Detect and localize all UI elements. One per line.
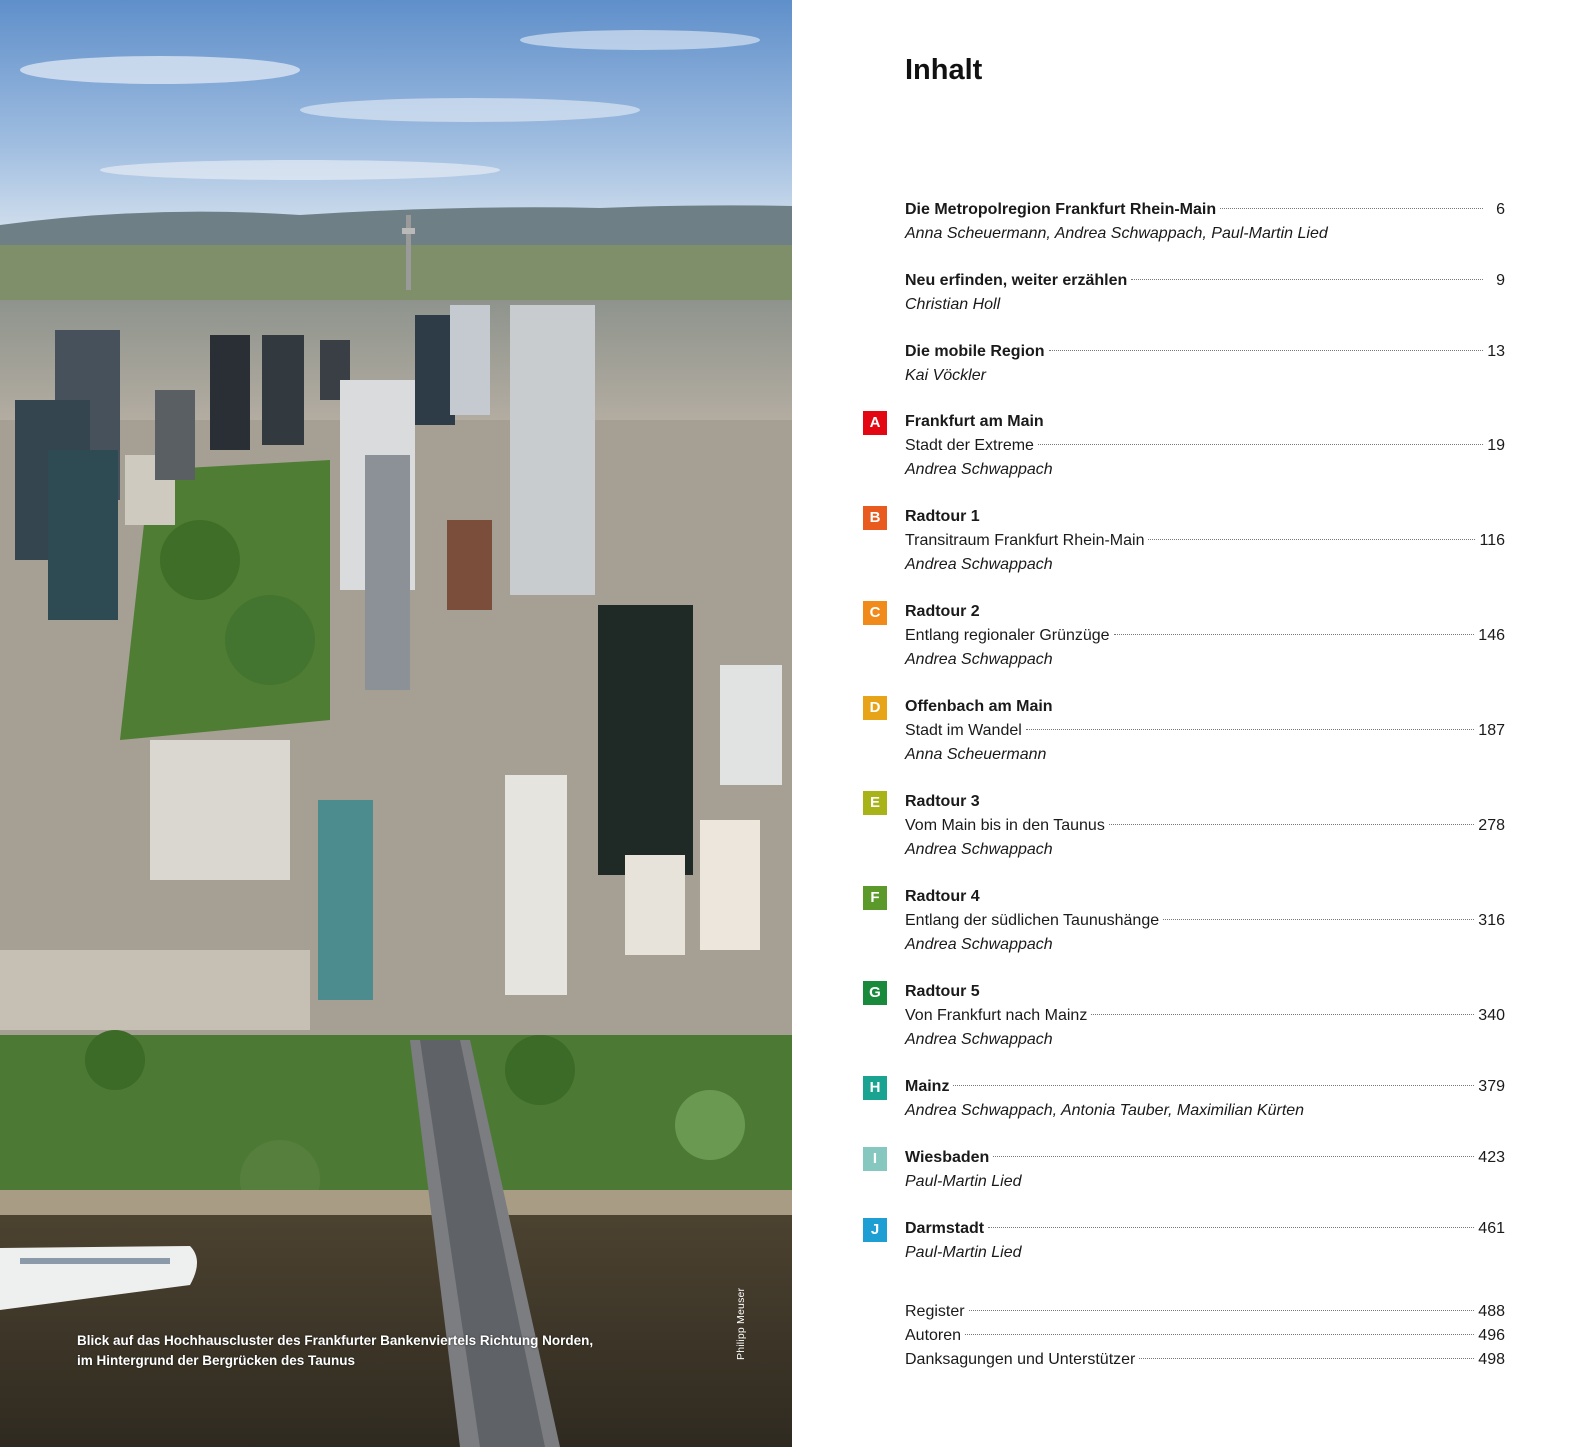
chapter-subtitle: Entlang der südlichen Taunushänge — [905, 912, 1160, 929]
chapter-letter-badge: F — [863, 886, 887, 910]
chapter-title: Radtour 4 — [905, 888, 980, 905]
dot-leader — [1038, 444, 1483, 445]
toc-chapter-h[interactable] — [869, 1075, 1505, 1123]
dot-leader — [1049, 350, 1483, 351]
toc-entry-danksagungen[interactable] — [905, 1348, 1505, 1372]
toc-chapter-f[interactable] — [870, 885, 1505, 957]
page-number: 488 — [1478, 1303, 1505, 1320]
chapter-author: Andrea Schwappach — [905, 461, 1053, 478]
chapter-title: Radtour 5 — [905, 983, 980, 1000]
chapter-subtitle: Transitraum Frankfurt Rhein-Main — [905, 532, 1145, 549]
chapter-author: Andrea Schwappach — [905, 1031, 1053, 1048]
dot-leader — [953, 1085, 1474, 1086]
chapter-author: Paul-Martin Lied — [905, 1244, 1022, 1261]
chapter-title: Radtour 2 — [905, 603, 980, 620]
dot-leader — [1109, 824, 1474, 825]
chapter-letter-badge: I — [863, 1147, 887, 1171]
chapter-subtitle: Stadt der Extreme — [905, 437, 1034, 454]
chapter-letter-badge: G — [863, 981, 887, 1005]
page-title: Inhalt — [905, 54, 983, 86]
dot-leader — [1091, 1014, 1474, 1015]
page-number: 316 — [1478, 912, 1505, 929]
chapter-author: Andrea Schwappach — [905, 556, 1053, 573]
dot-leader — [1139, 1358, 1474, 1359]
chapter-author: Anna Scheuermann — [905, 746, 1047, 763]
chapter-title: Darmstadt — [905, 1220, 985, 1237]
chapter-letter-badge: H — [863, 1076, 887, 1100]
chapter-author: Paul-Martin Lied — [905, 1173, 1022, 1190]
toc-entry-intro-2[interactable] — [905, 269, 1505, 317]
dot-leader — [1148, 539, 1475, 540]
entry-title: Autoren — [905, 1327, 962, 1344]
chapter-letter-badge: C — [863, 601, 887, 625]
chapter-title: Radtour 1 — [905, 508, 980, 525]
toc-chapter-c[interactable] — [869, 600, 1505, 672]
page-number: 13 — [1487, 343, 1505, 360]
dot-leader — [1163, 919, 1474, 920]
page-number: 19 — [1487, 437, 1505, 454]
page-number: 116 — [1479, 532, 1505, 549]
dot-leader — [1114, 634, 1475, 635]
toc-chapter-b[interactable] — [869, 505, 1505, 577]
chapter-letter-badge: E — [863, 791, 887, 815]
toc-entry-intro-3[interactable] — [905, 340, 1505, 388]
page-number: 340 — [1478, 1007, 1505, 1024]
chapter-letter-badge: J — [863, 1218, 887, 1242]
photo-caption — [77, 1331, 677, 1371]
toc-chapter-j[interactable] — [870, 1217, 1505, 1265]
chapter-subtitle: Vom Main bis in den Taunus — [905, 817, 1105, 834]
entry-title: Danksagungen und Unterstützer — [905, 1351, 1136, 1368]
page-number: 187 — [1478, 722, 1505, 739]
entry-title: Die mobile Region — [905, 343, 1045, 360]
caption-line-1: Blick auf das Hochhauscluster des Frankfurter Bankenviertels Richtung Norden, — [77, 1333, 594, 1348]
entry-title: Register — [905, 1303, 965, 1320]
chapter-letter-badge: A — [863, 411, 887, 435]
chapter-letter-badge: D — [863, 696, 887, 720]
page-number: 496 — [1478, 1327, 1505, 1344]
entry-author: Anna Scheuermann, Andrea Schwappach, Paul-Martin Lied — [905, 225, 1328, 242]
page-number: 6 — [1496, 201, 1505, 218]
chapter-title: Frankfurt am Main — [905, 413, 1044, 430]
chapter-title: Radtour 3 — [905, 793, 980, 810]
chapter-author: Andrea Schwappach — [905, 841, 1053, 858]
chapter-subtitle: Von Frankfurt nach Mainz — [905, 1007, 1088, 1024]
toc-entry-register[interactable] — [905, 1300, 1505, 1324]
chapter-letter-badge: B — [863, 506, 887, 530]
dot-leader — [969, 1310, 1475, 1311]
page-number: 9 — [1496, 272, 1505, 289]
photo-credit: Philipp Meuser — [735, 1287, 747, 1360]
chapter-subtitle: Stadt im Wandel — [905, 722, 1022, 739]
toc-chapter-i[interactable] — [872, 1146, 1505, 1194]
toc-chapter-d[interactable] — [869, 695, 1505, 767]
dot-leader — [993, 1156, 1474, 1157]
page-number: 379 — [1478, 1078, 1505, 1095]
page-number: 278 — [1478, 817, 1505, 834]
chapter-author: Andrea Schwappach, Antonia Tauber, Maximilian Kürten — [905, 1102, 1305, 1119]
dot-leader — [1131, 279, 1483, 280]
chapter-author: Andrea Schwappach — [905, 936, 1053, 953]
entry-title: Neu erfinden, weiter erzählen — [905, 272, 1128, 289]
toc-chapter-a[interactable] — [869, 410, 1505, 482]
page-number: 461 — [1478, 1220, 1505, 1237]
chapter-subtitle: Entlang regionaler Grünzüge — [905, 627, 1110, 644]
page-number: 498 — [1478, 1351, 1505, 1368]
toc-chapter-e[interactable] — [869, 790, 1505, 862]
page-number: 146 — [1478, 627, 1505, 644]
entry-title: Die Metropolregion Frankfurt Rhein-Main — [905, 201, 1217, 218]
page-number: 423 — [1478, 1149, 1505, 1166]
chapter-title: Mainz — [905, 1078, 950, 1095]
toc-back-matter — [905, 1300, 1505, 1372]
toc-entry-intro-1[interactable] — [905, 198, 1505, 246]
dot-leader — [988, 1227, 1474, 1228]
entry-author: Kai Vöckler — [905, 367, 986, 384]
dot-leader — [1026, 729, 1475, 730]
dot-leader — [965, 1334, 1474, 1335]
chapter-title: Wiesbaden — [905, 1149, 990, 1166]
dot-leader — [1220, 208, 1483, 209]
entry-author: Christian Holl — [905, 296, 1001, 313]
caption-line-2: im Hintergrund der Bergrücken des Taunus — [77, 1353, 356, 1368]
toc-entry-autoren[interactable] — [905, 1324, 1505, 1348]
toc-chapter-g[interactable] — [869, 980, 1505, 1052]
chapter-title: Offenbach am Main — [905, 698, 1053, 715]
chapter-author: Andrea Schwappach — [905, 651, 1053, 668]
